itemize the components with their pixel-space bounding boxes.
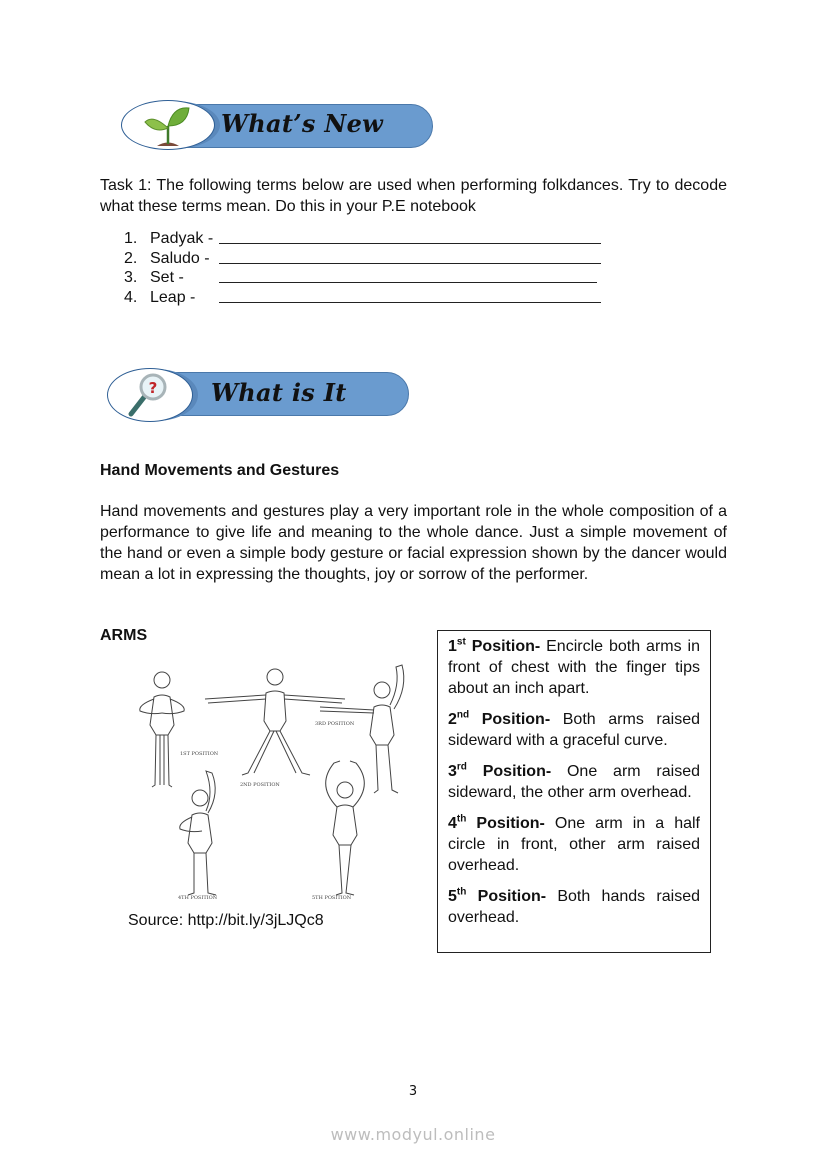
figure-source: Source: http://bit.ly/3jLJQc8	[128, 912, 324, 929]
dancer-5th-position	[312, 761, 364, 901]
dancer-3rd-position	[315, 665, 404, 793]
section-title: What’s New	[221, 109, 384, 138]
answer-blank[interactable]	[219, 282, 597, 283]
arm-positions-figure	[120, 655, 410, 905]
positions-box	[437, 630, 711, 953]
position-item: 1st Position- Encircle both arms in front of chest with the finger tips about an inch apart.	[448, 636, 700, 697]
svg-text:1ST POSITION: 1ST POSITION	[180, 751, 219, 757]
lesson-heading: Hand Movements and Gestures	[100, 462, 340, 479]
what-is-it-banner	[107, 368, 409, 418]
dancer-2nd-position	[205, 669, 345, 788]
svg-text:4TH POSITION: 4TH POSITION	[178, 895, 218, 901]
arms-heading: ARMS	[100, 627, 148, 644]
whats-new-banner	[121, 100, 433, 150]
svg-text:2ND POSITION: 2ND POSITION	[240, 782, 280, 788]
answer-blank[interactable]	[219, 302, 601, 303]
task-list	[124, 229, 604, 307]
task-item: 3. Set -	[124, 268, 604, 288]
answer-blank[interactable]	[219, 243, 601, 244]
seedling-icon	[143, 104, 193, 148]
section-title: What is It	[211, 378, 347, 407]
position-item: 3rd Position- One arm raised sideward, the other arm overhead.	[448, 761, 700, 801]
position-item: 2nd Position- Both arms raised sideward with a graceful curve.	[448, 709, 700, 749]
task-item: 4. Leap -	[124, 288, 604, 308]
task-item: 1. Padyak -	[124, 229, 604, 249]
page-number: 3	[408, 1084, 418, 1099]
svg-text:?: ?	[148, 379, 158, 397]
task-intro: Task 1: The following terms below are used when performing folkdances. Try to decode what these terms mean. Do this in your P.E notebook	[100, 177, 727, 215]
svg-text:5TH POSITION: 5TH POSITION	[312, 895, 352, 901]
task-item: 2. Saludo -	[124, 249, 604, 269]
dancer-1st-position	[140, 672, 184, 787]
magnifier-question-icon	[125, 370, 175, 418]
position-item: 4th Position- One arm in a half circle in front, other arm raised overhead.	[448, 813, 700, 874]
dancer-4th-position	[178, 771, 218, 901]
svg-text:3RD POSITION: 3RD POSITION	[315, 721, 355, 727]
lesson-paragraph: Hand movements and gestures play a very important role in the whole composition of a performance to give life and meaning to the whole dance. Just a simple movement of the hand or even a simple body gesture or facial expression shown by the dancer would mean a lot in expressing the thoughts, joy or sorrow of the performer.	[100, 503, 727, 583]
watermark: www.modyul.online	[330, 1125, 496, 1144]
answer-blank[interactable]	[219, 263, 601, 264]
position-item: 5th Position- Both hands raised overhead.	[448, 886, 700, 926]
